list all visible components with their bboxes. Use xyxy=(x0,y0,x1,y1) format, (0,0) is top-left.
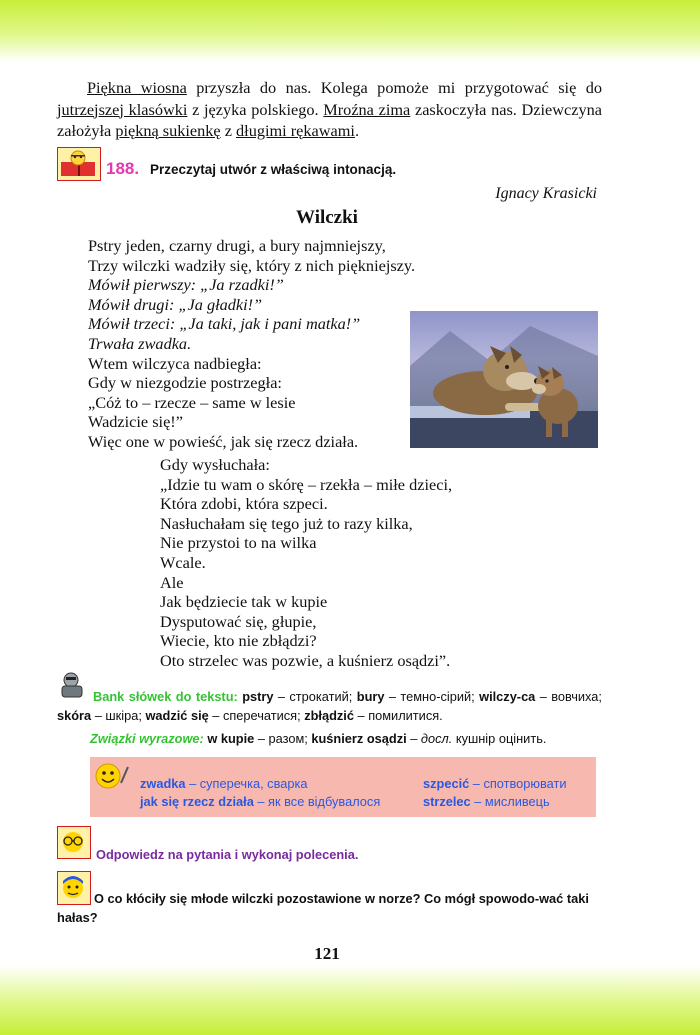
poem-line: Która zdobi, która szpeci. xyxy=(160,494,328,514)
poem-line: Dysputować się, głupie, xyxy=(160,611,317,631)
poem-line: Trzy wilczki wadziły się, który z nich piękniejszy. xyxy=(88,255,416,275)
poem-line: Wcale. xyxy=(160,552,206,572)
poem-line: Nie przystoi to na wilka xyxy=(160,533,317,553)
poem-line: Mówił trzeci: „Ja taki, jak i pani matka!” xyxy=(88,314,361,334)
word-associations: Związki wyrazowe: w kupie – разом; kuśnierz osądzi – досл. кушнір оцінить. xyxy=(90,731,547,746)
underlined-phrase: Mroźna zima xyxy=(323,99,411,119)
underlined-phrase: długimi rękawami xyxy=(236,121,355,140)
bank-heading: Bank słówek do tekstu: xyxy=(93,689,238,704)
exercise-instruction: Przeczytaj utwór z właściwą intonacją. xyxy=(150,162,397,177)
poem-title: Wilczki xyxy=(296,207,358,228)
vocab-entry: strzelec – мисливець xyxy=(423,794,550,809)
bottom-green-band xyxy=(0,965,700,1035)
poem-line: Wiecie, kto nie zbłądzi? xyxy=(160,631,317,651)
vocab-entry: szpecić – спотворювати xyxy=(423,776,567,791)
poem-line: Oto strzelec was pozwie, a kuśnierz osądzi”. xyxy=(160,650,451,670)
poem-line: Gdy w niezgodzie postrzegła: xyxy=(88,373,282,393)
vocab-entry: zwadka – суперечка, сварка xyxy=(140,776,308,791)
poem-line: Mówił pierwszy: „Ja rzadki!” xyxy=(88,275,284,295)
glasses-icon xyxy=(57,826,91,859)
underlined-phrase: piękną sukienkę xyxy=(115,121,221,140)
poem-line: Jak będziecie tak w kupie xyxy=(160,592,328,612)
associations-heading: Związki wyrazowe: xyxy=(90,731,204,746)
question-1: O co kłóciły się młode wilczki pozostawione w norze? Co mógł spowodo-wać taki hałas? xyxy=(57,891,589,925)
answer-prompt: Odpowiedz na pytania i wykonaj polecenia. xyxy=(96,847,359,862)
poem-line: Gdy wysłuchała: xyxy=(160,455,270,474)
poem-line: Więc one w powieść, jak się rzecz działa. xyxy=(88,431,359,451)
page-number: 121 xyxy=(314,944,340,963)
underlined-phrase: Piękna wiosna xyxy=(87,78,187,97)
reading-task-icon xyxy=(57,147,101,181)
exercise-number: 188. xyxy=(106,159,140,178)
poem-line: „Cóż to – rzecze – same w lesie xyxy=(88,392,296,412)
intro-paragraph: Piękna wiosna przyszła do nas. Kolega pomoże mi przygotować się do jutrzejszej klasówki z języka polskiego. Mroźna zima zaskoczyła nas. Dziewczyna założyła piękną sukienkę z długimi rękawami. xyxy=(57,78,603,140)
poem-line: Wtem wilczyca nadbiegła: xyxy=(88,353,262,373)
top-green-band xyxy=(0,0,700,62)
word-bank: Bank słówek do tekstu: pstry – строкатий; bury – темно-сірий; wilczy-ca – вовчиха; skóra – шкіра; wadzić się – сперечатися; zbłądzić – помилитися. xyxy=(57,689,602,723)
poem-stanza-1 xyxy=(88,236,415,452)
wolf-illustration xyxy=(410,311,598,448)
poem-line: Pstry jeden, czarny drugi, a bury najmniejszy, xyxy=(88,236,386,255)
smiley-icon xyxy=(94,761,130,791)
poem-stanza-2 xyxy=(160,455,452,671)
vocabulary-box xyxy=(90,757,596,817)
poem-line: Trwała zwadka. xyxy=(88,333,192,353)
poem-line: Wadzicie się!” xyxy=(88,412,183,432)
poem-line: Mówił drugi: „Ja gładki!” xyxy=(88,294,263,314)
poem-line: Ale xyxy=(160,572,184,592)
vocab-entry: jak się rzecz działa – як все відбувалося xyxy=(140,794,381,809)
poem-line: „Idzie tu wam o skórę – rzekła – miłe dzieci, xyxy=(160,474,453,494)
poem-author: Ignacy Krasicki xyxy=(495,185,597,202)
poem-line: Nasłuchałam się tego już to razy kilka, xyxy=(160,513,413,533)
underlined-phrase: jutrzejszej klasówki xyxy=(57,99,188,119)
